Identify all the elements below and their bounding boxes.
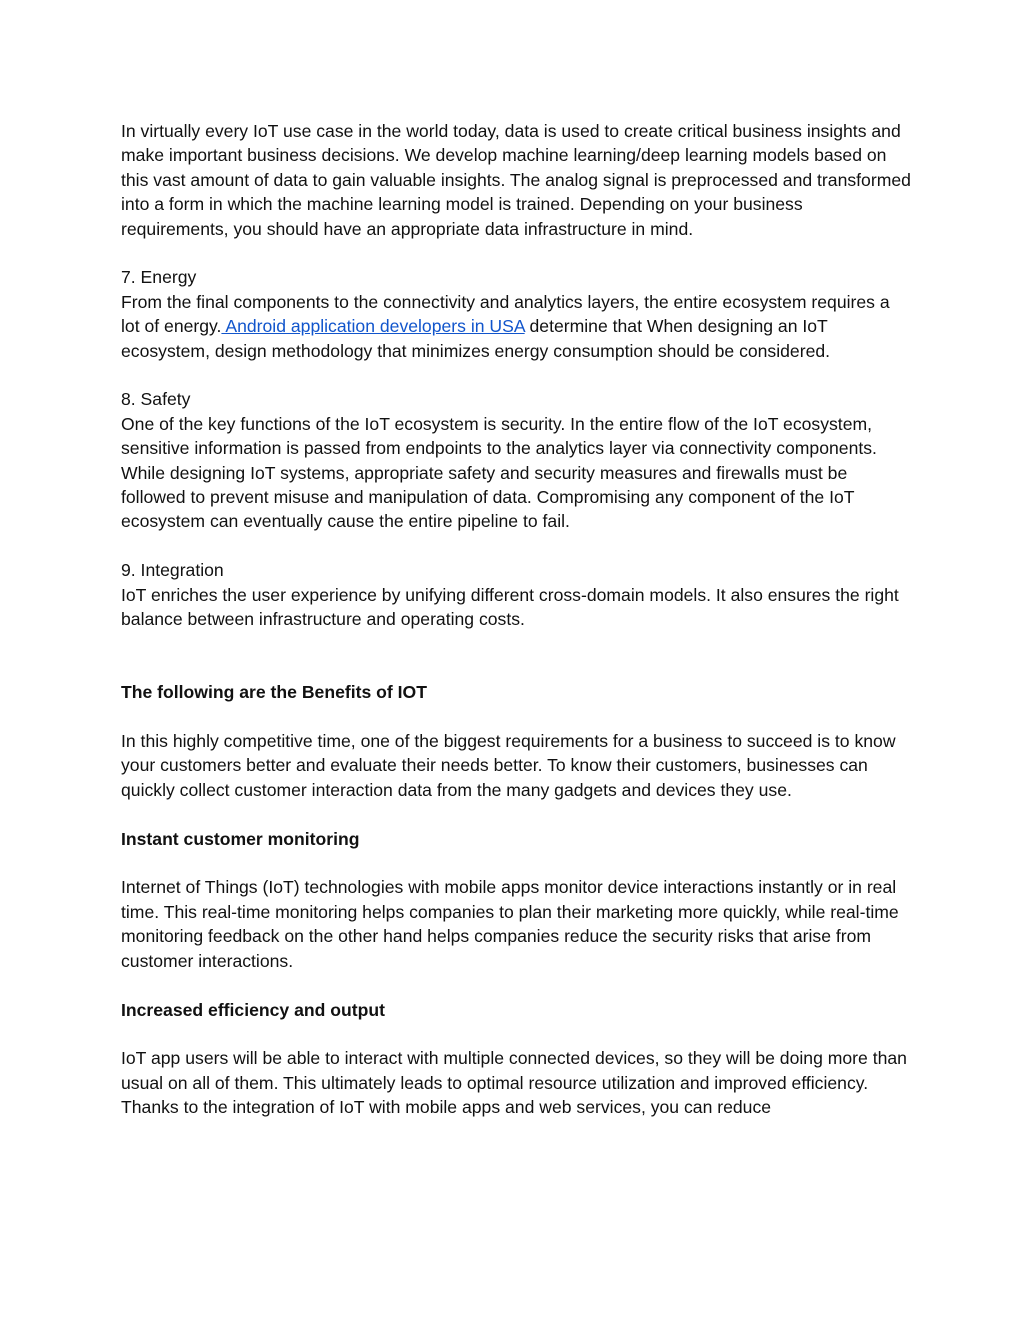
energy-title: 7. Energy — [121, 267, 197, 288]
energy-paragraph — [121, 290, 911, 363]
benefits-paragraph: In this highly competitive time, one of the biggest requirements for a business to succeed is to know your customers better and evaluate their needs better. To know their customers, businesses can quickly collect customer interaction data from the many gadgets and devices they use. — [121, 731, 896, 800]
integration-title: 9. Integration — [121, 560, 224, 581]
android-developers-link[interactable]: Android application developers in USA — [221, 316, 525, 337]
energy-text-after: determine that When designing an IoT ecosystem, design methodology that minimizes energy consumption should be considered. — [121, 316, 831, 361]
monitoring-heading: Instant customer monitoring — [121, 828, 360, 849]
safety-paragraph: One of the key functions of the IoT ecosystem is security. In the entire flow of the IoT ecosystem, sensitive information is passed from endpoints to the analytics layer via connectivity components. While designing IoT systems, appropriate safety and security measures and firewalls must be followed to prevent misuse and manipulation of data. Compromising any component of the IoT ecosystem can eventually cause the entire pipeline to fail. — [121, 413, 877, 532]
intro-paragraph: In virtually every IoT use case in the world today, data is used to create critical business insights and make important business decisions. We develop machine learning/deep learning models based on this vast amount of data to gain valuable insights. The analog signal is preprocessed and transformed into a form in which the machine learning model is trained. Depending on your business requirements, you should have an appropriate data infrastructure in mind. — [121, 121, 911, 239]
monitoring-paragraph: Internet of Things (IoT) technologies with mobile apps monitor device interactions instantly or in real time. This real-time monitoring helps companies to plan their marketing more quickly, while real-time monitoring feedback on the other hand helps companies reduce the security risks that arise from customer interactions. — [121, 877, 899, 971]
document-page — [121, 119, 911, 1120]
integration-paragraph: IoT enriches the user experience by unifying different cross-domain models. It also ensures the right balance between infrastructure and operating costs. — [121, 584, 899, 630]
efficiency-paragraph: IoT app users will be able to interact with multiple connected devices, so they will be doing more than usual on all of them. This ultimately leads to optimal resource utilization and improved efficiency. Thanks to the integration of IoT with mobile apps and web services, you can reduce — [121, 1048, 907, 1118]
benefits-heading: The following are the Benefits of IOT — [121, 682, 427, 703]
safety-title: 8. Safety — [121, 389, 191, 410]
efficiency-heading: Increased efficiency and output — [121, 999, 385, 1020]
energy-text-before: From the final components to the connectivity and analytics layers, the entire ecosystem requires a lot of energy. — [121, 291, 890, 337]
